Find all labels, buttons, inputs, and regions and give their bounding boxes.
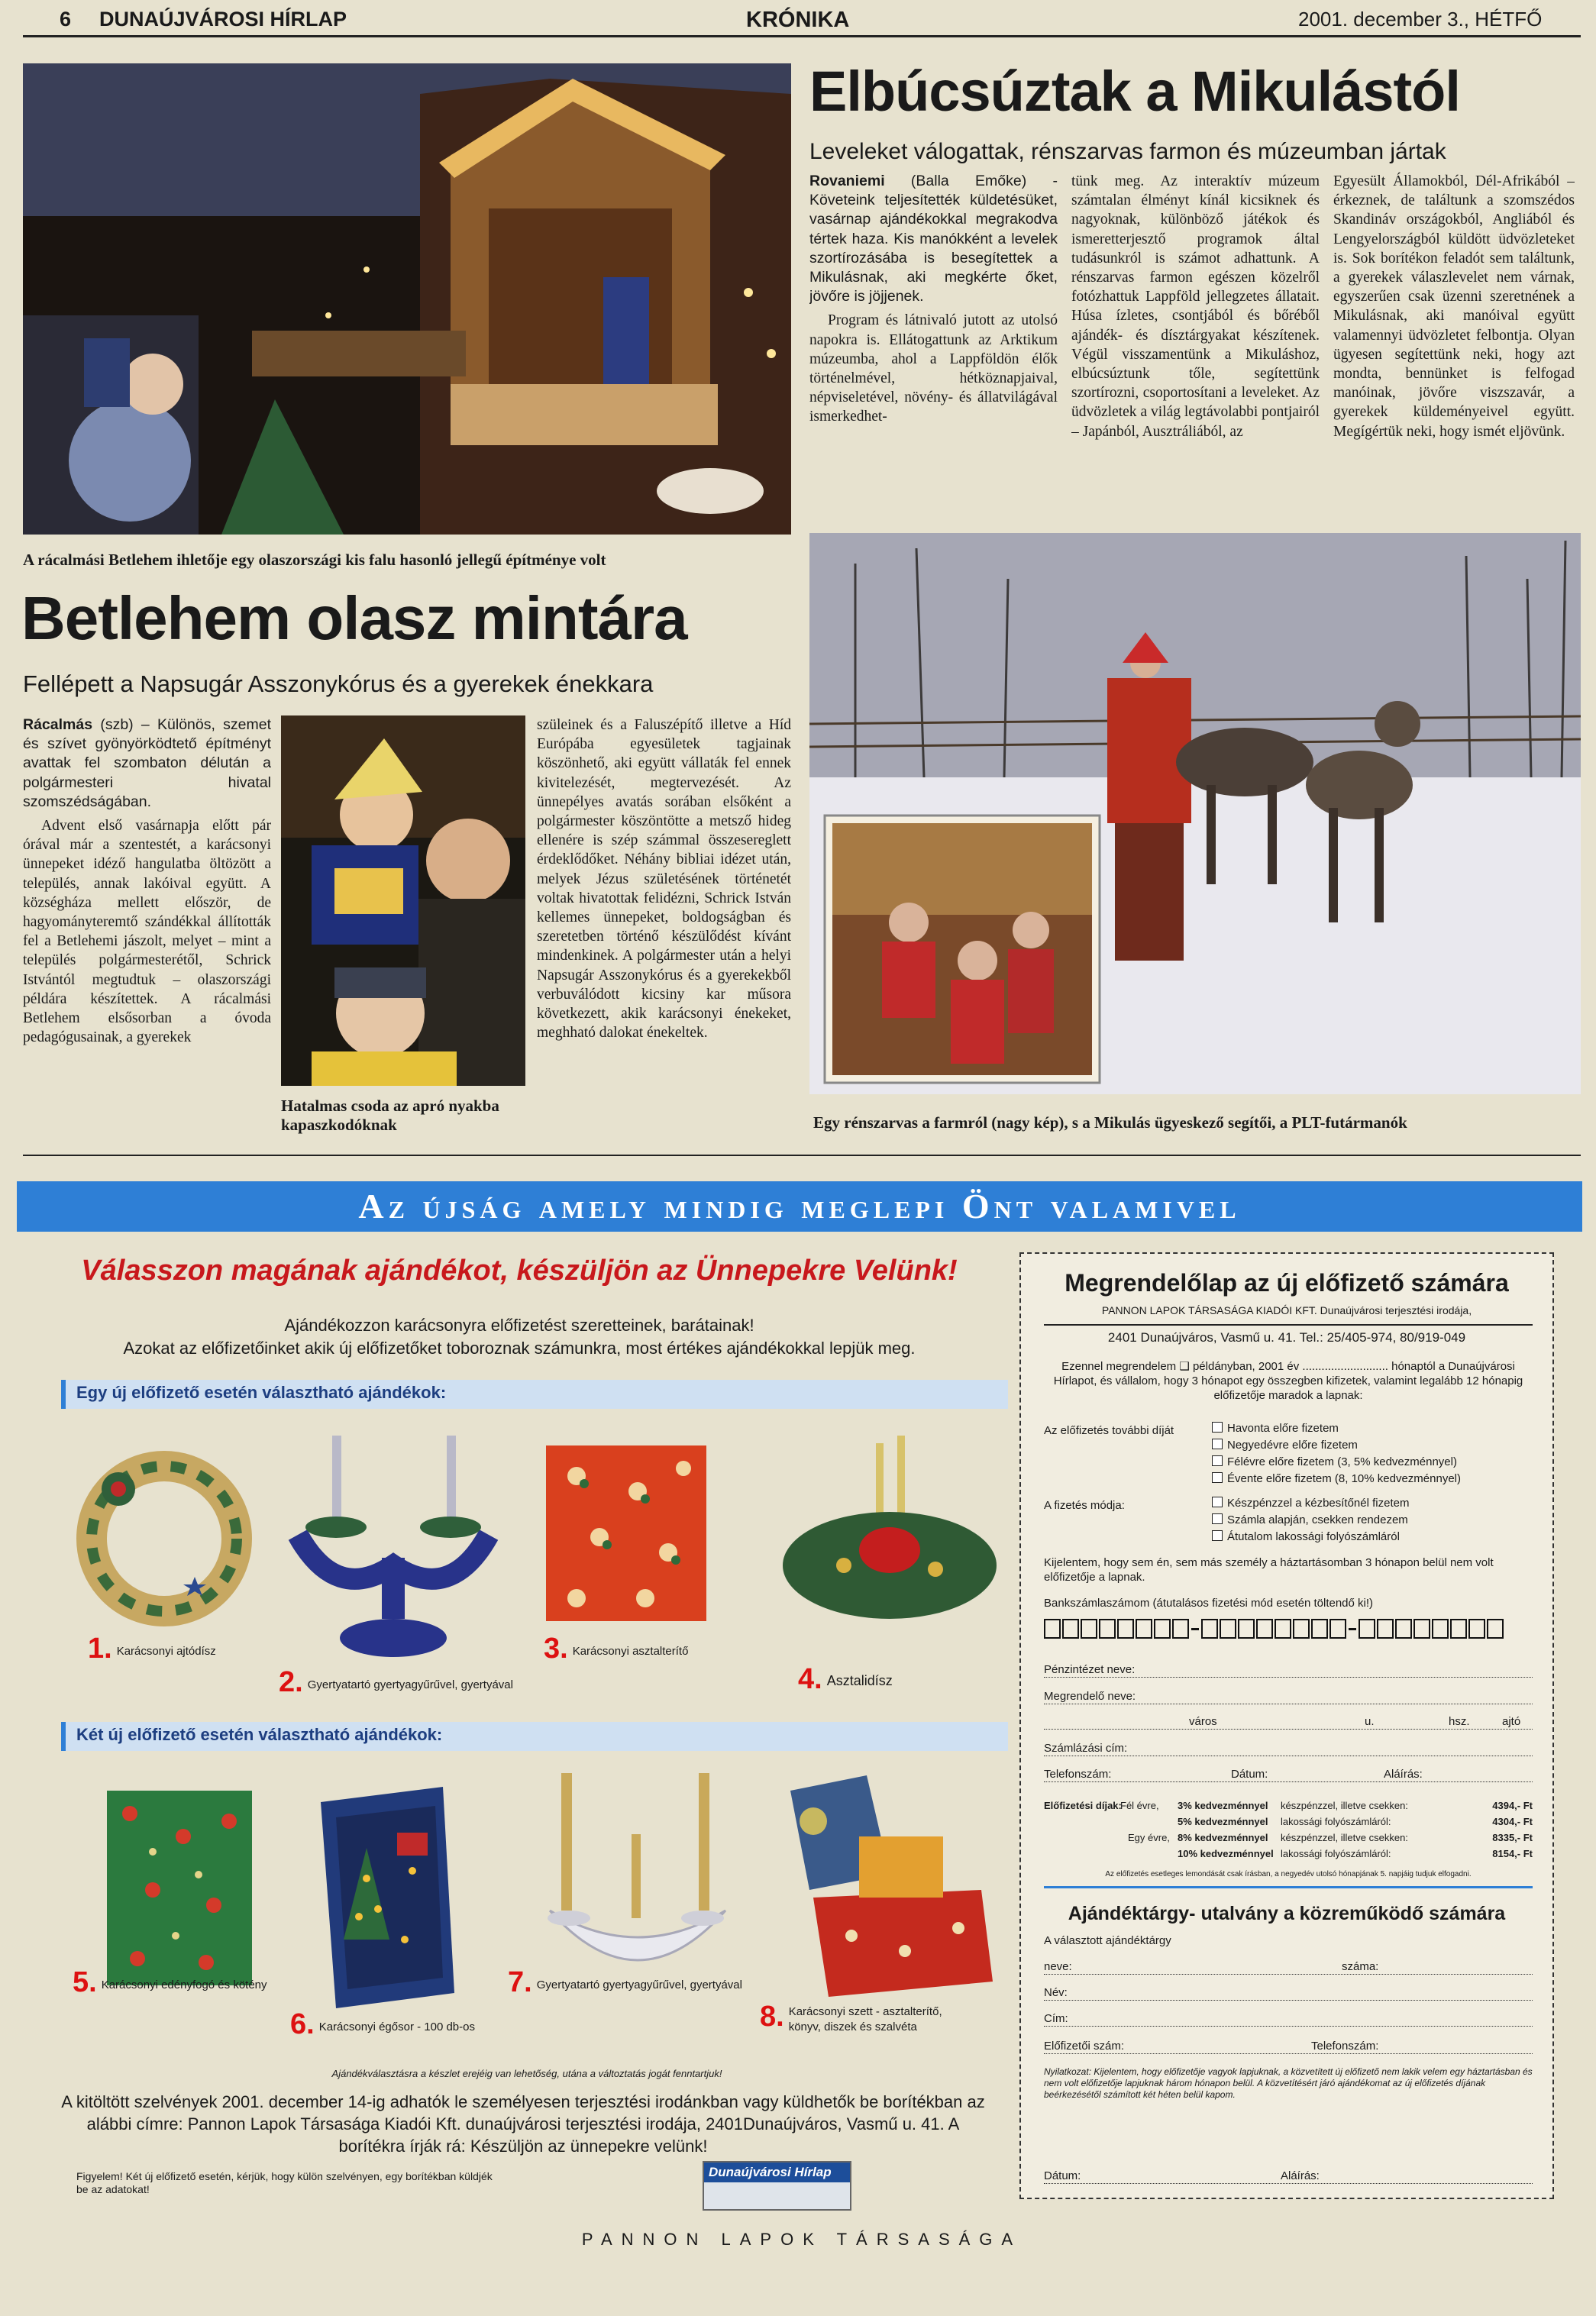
header-rule [23,35,1581,37]
customer-name-field[interactable]: Megrendelő neve: [1044,1689,1533,1704]
article-right-title: Elbúcsúztak a Mikulástól [809,60,1460,123]
col3-text: Egyesült Államokból, Dél-Afrikából – érkeznek, de találtunk a szomszédos Skandináv országokból, Angliából és Lengyelországból küldött üdvözleteket is. Sok borítékon feladót sem találtunk, a gyerekek válaszlevelet nem várnak, egyszerűen csak üzenni szeretnének a Mikulásnak, aki manóival együtt valamennyi üdvözletet felbontja. Olyan ügyesen segítettünk neki, hogy azt mondta, bennünket is felfogad manóinak, jövőre viszszavár, a gyerekek küldeményeivel együtt. Megígértük neki, hogy ismét eljövünk. [1333,173,1575,440]
checkbox[interactable] [1212,1472,1223,1483]
issue-date: 2001. december 3., HÉTFŐ [1298,8,1543,31]
lead-text: (szb) – Különös, szemet és szívet gyönyörködtető építményt avattak fel szombaton délután a polgármesteri hivatal szomszédságában. [23,716,271,810]
publisher-footer: PANNON LAPOK TÁRSASÁGA [581,2230,1023,2249]
gift-7-image [546,1765,729,1979]
fee-option[interactable]: Havonta előre fizetem [1212,1420,1533,1437]
fee-options [1212,1420,1533,1487]
payment-option[interactable]: Számla alapján, csekken rendezem [1212,1512,1533,1529]
ad-footer-text: A kitöltött szelvények 2001. december 14-ig adhatók le személyesen terjesztési irodánkban vagy küldhetők be borítékban az alábbi címre: Pannon Lapok Társasága Kiadói Kft. dunaújvárosi terjesztési irodája, 2401Dunaújváros, Vasmű u. 41. A borítékra írják rá: Készüljön az ünnepekre velünk! [61,2092,985,2156]
fee-option[interactable]: Negyedévre előre fizetem [1212,1437,1533,1454]
article-right-col3 [1333,172,1575,514]
fee-label: Az előfizetés további díját [1044,1424,1174,1437]
price-table: Előfizetési díjak: Fél évre, 3% kedvezménnyel készpénzzel, illetve csekken: 4394,- Ft 5% kedvezménnyel lakossági folyószámláról: 4304,- Ft Egy évre, 8% kedvezménnyel készpénzzel, illetve csekken: 8335,- Ft 10% kedvezménnyel lakossági folyószámláról: 8154,- Ft [1044,1800,1533,1859]
gift-6-image [305,1787,454,2008]
article-right-subtitle: Leveleket válogattak, rénszarvas farmon és múzeumban jártak [809,139,1446,164]
section-divider [23,1155,1581,1156]
payment-option[interactable]: Készpénzzel a kézbesítőnél fizetem [1212,1495,1533,1512]
gift-3-image [546,1445,706,1621]
article-left-subtitle: Fellépett a Napsugár Asszonykórus és a gyerekek énekkara [23,670,654,697]
fee-option[interactable]: Félévre előre fizetem (3, 5% kedvezménnyel) [1212,1454,1533,1471]
order-form [1019,1252,1554,2199]
checkbox[interactable] [1212,1455,1223,1466]
bank-name-field[interactable]: Pénzintézet neve: [1044,1662,1533,1678]
gift-4-label: 4. Asztalidísz [798,1663,893,1695]
checkbox[interactable] [1212,1513,1223,1524]
voucher-rule [1044,1886,1533,1888]
col2-text: tünk meg. Az interaktív múzeum számtalan élményt kínál kicsiknek és nagyoknak, különböző játékok és ismeretterjesztő programok által tudásunkról is számot adhattunk. A rénszarvas farmon egészen közelről fotózhattuk Lappföld jellegzetes állatait. Húsa ízletes, csontjából és bőréből ajándék- és dísztárgyakat készítenek. Végül visszamentünk a Mikuláshoz, elbúcsúztunk tőle, segítettünk szortírozni, csoportosítani a leveleket. Az üdvözletek a világ legtávolabbi pontjairól – Japánból, Ausztráliából, az [1071,173,1320,440]
gift-1-label: 1. Karácsonyi ajtódísz [88,1633,216,1665]
voucher-date-sign-field[interactable]: Dátum: Aláírás: [1044,2169,1533,2184]
lead-place: Rácalmás [23,716,93,733]
ad-intro-2: Azokat az előfizetőinket akik új előfizetőket toboroznak számunkra, most értékes ajándékokkal lepjük meg. [123,1339,916,1358]
section-title: KRÓNIKA [746,8,850,32]
gift-section-2: Két új előfizető esetén választható ajándékok: [61,1722,1008,1751]
checkbox[interactable] [1212,1439,1223,1449]
ad-banner: Az újság amely mindig meglepi Önt valamivel [17,1181,1582,1232]
reindeer-photo [809,533,1581,1094]
page-number: 6 [60,8,72,31]
gift-8-image [767,1775,997,1997]
article-left-col1 [23,715,271,1142]
voucher-statement: Nyilatkozat: Kijelentem, hogy előfizetője vagyok lapjuknak, a közvetített új előfizető nem lakik velem egy háztartásban és nem volt előfizetője lapjuknak három hónapon belül. A közvetítésért járó ajándékomat az új előfizetés díjának beérkezésétől számított két héten belül kapom. [1044,2066,1533,2100]
gift-note: Ajándékválasztásra a készlet erejéig van lehetőség, utána a változtatás jogát fenntartjuk! [331,2068,722,2079]
price-note: Az előfizetés esetleges lemondását csak írásban, a negyedév utolsó hónapjának 5. napjáig tudjuk elfogadni. [1105,1870,1472,1878]
reindeer-photo-caption: Egy rénszarvas a farmról (nagy kép), s a Mikulás ügyeskező segítői, a PLT-futármanók [813,1113,1407,1132]
nativity-photo [23,63,791,535]
col1-text: Advent első vasárnapja előtt pár órával már a szentestét, a karácsonyi ünnepeket idéző hangulatba öltözött a település, annak lakóival együtt. A községháza mellett először, de hagyományteremtő szándékkal állították fel a Betlehemi jászolt, melyet – mint a település polgármesterétől, Schrick Istvántól megtudtuk – olaszországi példára készítettek. A rácalmási Betlehem elsősorban a óvoda pedagógusainak, a gyerekek [23,818,271,1046]
bank-label: Bankszámlaszámom (átutalásos fizetési mód esetén töltendő ki!) [1044,1597,1374,1610]
declaration: Kijelentem, hogy sem én, sem más személy a háztartásomban 3 hónapon belül nem volt előfizetője a lapnak. [1044,1556,1494,1584]
lead-place: Rovaniemi [809,173,885,189]
inset-photo-caption: Hatalmas csoda az apró nyakba kapaszkodóknak [281,1097,499,1134]
gift-6-label: 6. Karácsonyi égősor - 100 db-os [290,2008,475,2040]
voucher-title: Ajándéktárgy- utalvány a közreműködő számára [1068,1903,1506,1924]
voucher-address-field[interactable]: Cím: [1044,2011,1533,2027]
mini-newspaper-name: Dunaújvárosi Hírlap [704,2163,850,2182]
gift-2-label: 2. Gyertyatartó gyertyagyűrűvel, gyertyával [279,1666,513,1698]
lead-text: (Balla Emőke) - Követeink teljesítették küldetésüket, vasárnap ajándékokkal megrakodva tértek haza. Kis manókként a levelek szortírozásába is besegítettek a Mikulásnak, aki megkérte őket, jövőre is jöjjenek. [809,173,1058,305]
checkbox[interactable] [1212,1422,1223,1433]
gift-1-image [73,1443,256,1626]
col1-text: Program és látnivaló jutott az utolsó napokra is. Ellátogattunk az Arktikum múzeumba, ahol a Lappföldön élők történelmével, hétköznapjaival, népviseletével, növény- és állatvilágával ismerkedhet- [809,312,1058,425]
article-left-title: Betlehem olasz mintára [21,584,687,652]
order-form-rule [1044,1324,1533,1326]
nativity-photo-caption: A rácalmási Betlehem ihletője egy olaszországi kis falu hasonló jellegű építménye volt [23,551,606,569]
article-right-col2 [1071,172,1320,514]
phone-date-sign-field[interactable]: Telefonszám: Dátum: Aláírás: [1044,1767,1533,1782]
gift-2-image [275,1420,512,1665]
gift-5-label: 5. Karácsonyi edényfogó és kötény [73,1966,267,1998]
paper-name: DUNAÚJVÁROSI HÍRLAP [99,8,347,31]
ad-title: Válasszon magának ajándékot, készüljön az Ünnepekre Velünk! [81,1255,958,1287]
ad-intro-1: Ajándékozzon karácsonyra előfizetést szeretteinek, barátainak! [284,1316,754,1335]
bank-account-boxes[interactable] [1044,1619,1540,1639]
article-right-col1 [809,172,1058,514]
order-form-address: 2401 Dunaújváros, Vasmű u. 41. Tel.: 25/405-974, 80/919-049 [1107,1330,1466,1345]
voucher-item-field[interactable]: neve: száma: [1044,1959,1533,1975]
payment-options [1212,1495,1533,1546]
checkbox[interactable] [1212,1530,1223,1541]
order-text: Ezennel megrendelem ❑ példányban, 2001 év ........................... hónaptól a Dunaújvárosi Hírlapot, és vállalom, hogy 3 hónapot egy összegben kifizetek, valamint legalább 12 hónapig előfizetője maradok a lapnak: [1053,1360,1523,1402]
fee-option[interactable]: Évente előre fizetem (8, 10% kedvezménnyel) [1212,1471,1533,1487]
gift-5-image [107,1791,252,1985]
gift-8-label: 8. Karácsonyi szett - asztalterítő, könyv, diszek és szalvéta [760,2000,942,2033]
gift-3-label: 3. Karácsonyi asztalterítő [544,1633,689,1665]
article-left-col2 [537,715,791,1142]
voucher-name-field[interactable]: Név: [1044,1985,1533,2001]
voucher-subscriber-field[interactable]: Előfizetői szám: Telefonszám: [1044,2039,1533,2054]
ad-attention: Figyelem! Két új előfizető esetén, kérjük, hogy külön szelvényen, egy borítékban küldjék be az adatokat! [76,2170,493,2195]
voucher-chosen: A választott ajándéktárgy [1044,1934,1171,1947]
order-form-publisher: PANNON LAPOK TÁRSASÁGA KIADÓI KFT. Dunaújvárosi terjesztési irodája, [1101,1304,1472,1316]
child-photo [281,715,525,1086]
order-form-title: Megrendelőlap az új előfizető számára [1065,1269,1509,1297]
mini-newspaper [703,2161,851,2211]
address-field[interactable]: város u. hsz. ajtó [1044,1714,1533,1730]
checkbox[interactable] [1212,1497,1223,1507]
payment-option[interactable]: Átutalom lakossági folyószámláról [1212,1529,1533,1546]
gift-4-image [775,1428,1004,1634]
col2-text: szüleinek és a Faluszépítő illetve a Híd Európába egyesületek tagjainak köszönhető, aki együtt vállaták fel ennek kivitelezését, megtervezését. Az ünnepélyes avatás sorában elsőként a polgármester köszöntötte a metsző hideg ellenére is szép számmal összesereglett érdeklődőket. Néhány bibliai idézet után, melyek Jézus születésének történetét voltak hivatottak felidézni, Schrick István kellemes ünnepeket, boldogságban és szeretetben történő készülődést kívánt mindenkinek. A polgármester után a helyi Napsugár Asszonykórus és a gyerekekből verbuválódott kicsiny kar műsora következett, akik karácsonyi énekeket, meghható dalokat énekeltek. [537,717,791,1042]
billing-address-field[interactable]: Számlázási cím: [1044,1741,1533,1756]
gift-7-label: 7. Gyertyatartó gyertyagyűrűvel, gyertyával [508,1966,742,1998]
gift-section-1: Egy új előfizető esetén választható ajándékok: [61,1380,1008,1409]
payment-label: A fizetés módja: [1044,1499,1125,1512]
